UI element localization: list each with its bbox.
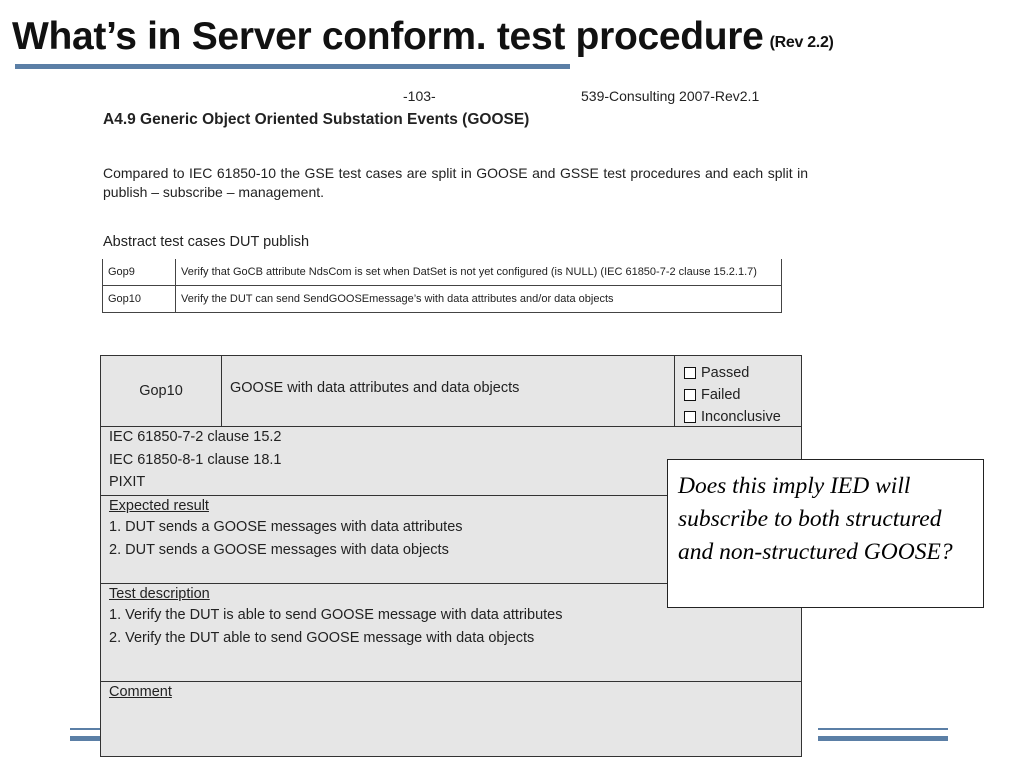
status-failed [684, 384, 802, 406]
title-underline [15, 64, 570, 69]
checkbox-icon [684, 367, 696, 379]
expected-result-item: 1. DUT sends a GOOSE messages with data attributes [109, 519, 463, 535]
callout-note: Does this imply IED will subscribe to both structured and non-structured GOOSE? [667, 459, 984, 608]
test-description-item: 1. Verify the DUT is able to send GOOSE message with data attributes [109, 607, 563, 623]
test-description-item: 2. Verify the DUT able to send GOOSE message with data objects [109, 629, 535, 646]
comment-heading: Comment [109, 684, 172, 700]
slide-title [12, 14, 834, 68]
status-label: Passed [701, 365, 750, 381]
document-reference: 539-Consulting 2007-Rev2.1 [581, 88, 760, 104]
test-description-heading: Test description [109, 586, 210, 602]
expected-result-item: 2. DUT sends a GOOSE messages with data objects [109, 541, 449, 558]
comment-section [101, 681, 801, 757]
reference-item: IEC 61850-7-2 clause 15.2 [109, 429, 282, 445]
test-text-cell: Verify the DUT can send SendGOOSEmessage’s with data attributes and/or data objects [176, 286, 782, 313]
abstract-test-table [102, 259, 782, 313]
decorative-line [70, 736, 100, 741]
test-case-id: Gop10 [101, 356, 222, 426]
status-label: Inconclusive [701, 409, 781, 425]
slide-title-text: What’s in Server conform. test procedure [12, 15, 764, 58]
revision-label: (Rev 2.2) [769, 34, 834, 51]
table-row [103, 259, 782, 286]
reference-item: IEC 61850-8-1 clause 18.1 [109, 451, 282, 468]
test-text-cell: Verify that GoCB attribute NdsCom is set when DatSet is not yet configured (is NULL) (IEC 61850-7-2 clause 15.2.1.7) [176, 259, 782, 286]
section-heading: A4.9 Generic Object Oriented Substation Events (GOOSE) [103, 111, 530, 128]
decorative-line [818, 728, 948, 730]
status-passed [684, 362, 802, 384]
checkbox-icon [684, 389, 696, 401]
status-label: Failed [701, 387, 741, 403]
decorative-line [818, 736, 948, 741]
intro-paragraph: Compared to IEC 61850-10 the GSE test cases are split in GOOSE and GSSE test procedures and each split in publish – subscribe – management. [103, 165, 808, 200]
test-id-cell: Gop9 [103, 259, 176, 286]
page-number: -103- [403, 88, 436, 104]
checkbox-icon [684, 411, 696, 423]
test-case-title: GOOSE with data attributes and data objects [230, 380, 520, 396]
reference-item: PIXIT [109, 474, 146, 490]
expected-result-heading: Expected result [109, 498, 209, 514]
test-procedure-header [101, 356, 801, 427]
test-id-cell: Gop10 [103, 286, 176, 313]
status-inconclusive [684, 406, 802, 428]
abstract-test-cases-label: Abstract test cases DUT publish [103, 234, 310, 250]
decorative-line [70, 728, 100, 730]
table-row [103, 286, 782, 313]
status-options [674, 356, 802, 426]
